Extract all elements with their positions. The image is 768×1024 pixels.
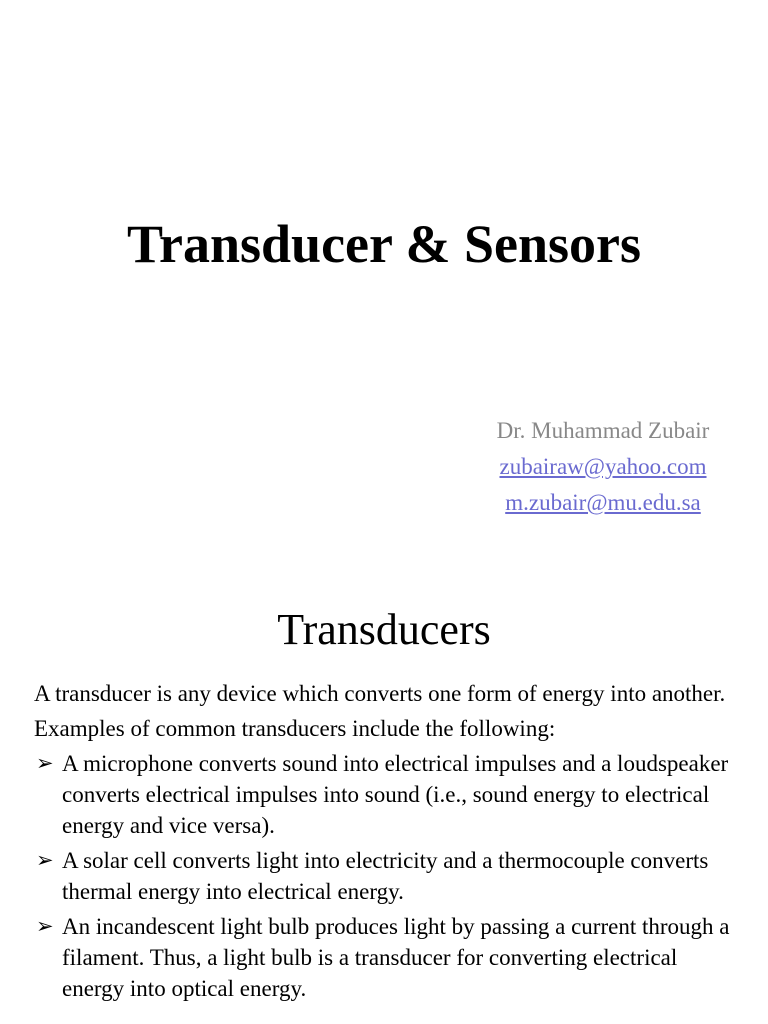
arrow-bullet-icon: ➢ [36, 848, 54, 872]
content-slide [0, 590, 768, 1024]
author-block [440, 413, 766, 521]
arrow-bullet-icon: ➢ [36, 751, 54, 775]
bullet-text: A solar cell converts light into electricity and a thermocouple converts thermal energy into electrical energy. [62, 848, 709, 904]
author-name: Dr. Muhammad Zubair [496, 418, 710, 443]
examples-intro: Examples of common transducers include the following: [34, 716, 556, 741]
bullet-text: An incandescent light bulb produces light by passing a current through a filament. Thus, a light bulb is a transducer for converting electrical energy into optical energy. [62, 914, 730, 1001]
slide-body [34, 678, 734, 1008]
list-item [34, 748, 734, 841]
email-link-yahoo[interactable]: zubairaw@yahoo.com [499, 454, 707, 479]
section-heading: Transducers [277, 605, 491, 654]
list-item [34, 911, 734, 1004]
arrow-bullet-icon: ➢ [36, 914, 54, 938]
list-item [34, 845, 734, 907]
email-link-mu[interactable]: m.zubair@mu.edu.sa [505, 490, 701, 515]
slide-title: Transducer & Sensors [126, 214, 642, 274]
bullet-list [34, 748, 734, 1004]
bullet-text: A microphone converts sound into electrical impulses and a loudspeaker converts electrical impulses into sound (i.e., sound energy to electrical energy and vice versa). [62, 751, 729, 838]
intro-paragraph: A transducer is any device which converts one form of energy into another. [34, 681, 726, 706]
